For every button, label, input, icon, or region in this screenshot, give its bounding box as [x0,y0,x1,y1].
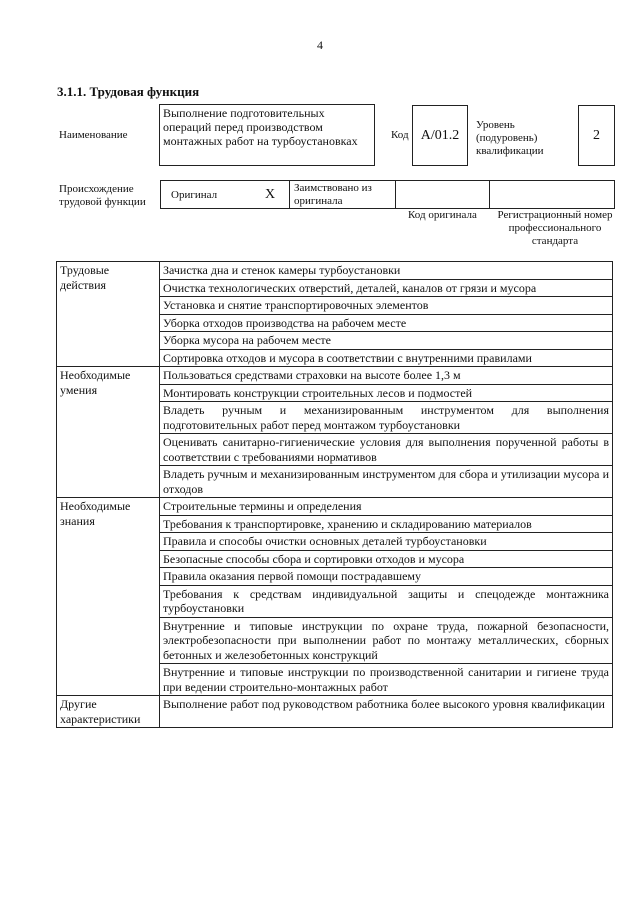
item-cell: Владеть ручным и механизированным инструментом для сбора и утилизации мусора и отходов [160,466,613,498]
item-cell: Уборка мусора на рабочем месте [160,332,613,350]
category-cell: Необходимые знания [57,498,160,696]
item-cell: Владеть ручным и механизированным инструментом для выполнения подготовительных работ перед монтажом турбоустановки [160,402,613,434]
item-cell: Выполнение работ под руководством работника более высокого уровня квалификации [160,696,613,728]
origin-label: Происхождение трудовой функции [59,183,146,208]
divider [289,181,290,208]
code-value: А/01.2 [412,105,468,166]
category-cell: Необходимые умения [57,367,160,498]
code-label: Код [391,129,409,141]
item-cell: Требования к средствам индивидуальной защиты и спецодежде монтажника турбоустановки [160,585,613,617]
item-cell: Установка и снятие транспортировочных элементов [160,297,613,315]
item-cell: Монтировать конструкции строительных лесов и подмостей [160,384,613,402]
item-cell: Уборка отходов производства на рабочем месте [160,314,613,332]
item-cell: Очистка технологических отверстий, деталей, каналов от грязи и мусора [160,279,613,297]
table-row [57,262,613,280]
function-table [56,261,613,728]
item-cell: Оценивать санитарно-гигиенические условия для выполнения порученной работы в соответствии с требованиями нормативов [160,434,613,466]
page-number: 4 [317,38,323,52]
section-title: 3.1.1. Трудовая функция [57,84,200,99]
reg-number-label: Регистрационный номер профессионального стандарта [497,209,613,247]
name-value: Выполнение подготовительных операций перед производством монтажных работ на турбоустановках [159,104,375,166]
item-cell: Внутренние и типовые инструкции по производственной санитарии и гигиене труда при ведении строительно-монтажных работ [160,664,613,696]
divider [489,181,490,208]
name-label: Наименование [59,129,128,141]
item-cell: Зачистка дна и стенок камеры турбоустановки [160,262,613,280]
item-cell: Безопасные способы сбора и сортировки отходов и мусора [160,550,613,568]
item-cell: Строительные термины и определения [160,498,613,516]
code-original-label: Код оригинала [408,209,477,221]
item-cell: Пользоваться средствами страховки на высоте более 1,3 м [160,367,613,385]
divider [395,181,396,208]
table-row [57,498,613,516]
borrowed-label: Заимствовано из оригинала [294,182,372,207]
table-row [57,367,613,385]
item-cell: Внутренние и типовые инструкции по охране труда, пожарной безопасности, электробезопасности при выполнении работ по монтажу металлических, сборных бетонных и железобетонных конструкций [160,617,613,664]
item-cell: Правила оказания первой помощи пострадавшему [160,568,613,586]
item-cell: Сортировка отходов и мусора в соответствии с внутренними правилами [160,349,613,367]
origin-row [160,180,615,209]
category-cell: Трудовые действия [57,262,160,367]
level-value: 2 [578,105,615,166]
item-cell: Правила и способы очистки основных деталей турбоустановки [160,533,613,551]
level-label: Уровень (подуровень) квалификации [476,119,544,157]
item-cell: Требования к транспортировке, хранению и складированию материалов [160,515,613,533]
original-label: Оригинал [171,189,218,201]
original-mark: X [265,187,276,202]
category-cell: Другие характеристики [57,696,160,728]
table-row [57,696,613,728]
